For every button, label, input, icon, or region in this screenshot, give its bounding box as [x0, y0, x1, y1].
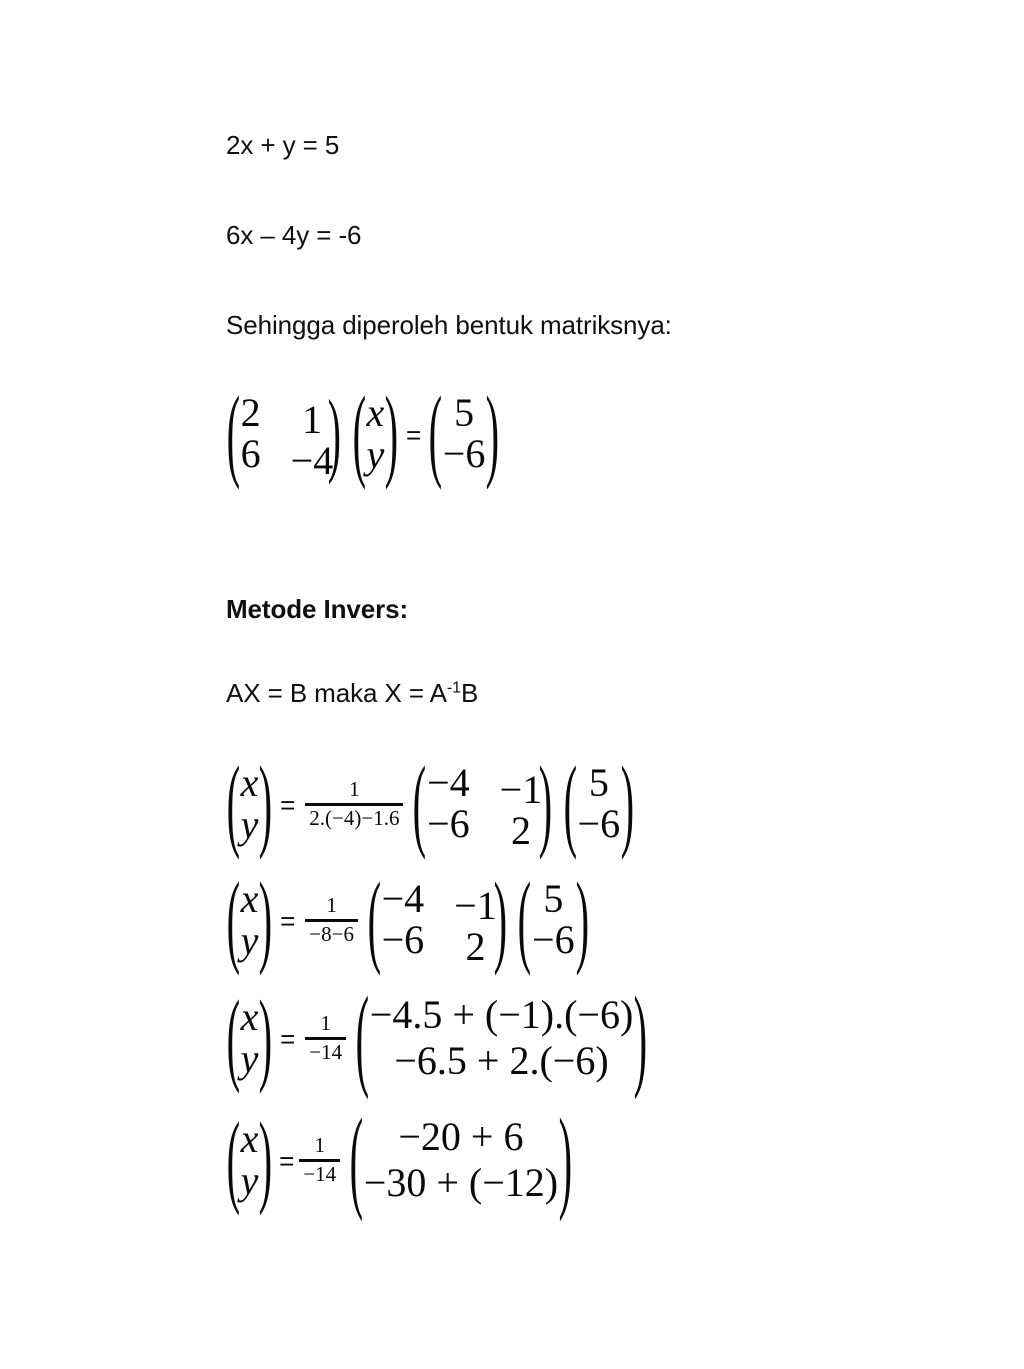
formula-prefix: AX = B maka X = A [226, 678, 447, 708]
open-paren-icon: ( [226, 746, 241, 862]
scalar-fraction [302, 894, 361, 946]
open-paren-icon: ( [226, 376, 241, 492]
constant-vector: 5 −6 [442, 390, 486, 476]
open-paren-icon: ( [413, 746, 427, 862]
open-paren-icon: ( [355, 973, 370, 1102]
spacer [226, 708, 986, 754]
open-paren-icon: ( [352, 376, 366, 492]
close-paren-icon: ) [558, 1095, 573, 1224]
close-paren-icon: ) [259, 1102, 273, 1218]
product-result [370, 992, 634, 1083]
spacer [226, 250, 986, 310]
inverse-step-1 [226, 746, 986, 862]
open-paren-icon: ( [517, 862, 532, 978]
equals-sign: = [280, 905, 296, 936]
fraction-numerator: 1 [349, 776, 360, 801]
open-paren-icon: ( [226, 1102, 241, 1218]
open-paren-icon: ( [563, 746, 577, 862]
scalar-fraction [302, 1012, 349, 1064]
close-paren-icon: ) [493, 862, 507, 978]
inverse-step-3 [226, 973, 986, 1102]
inverse-formula [226, 678, 986, 708]
open-paren-icon: ( [226, 980, 241, 1096]
lhs-vector: x y [240, 1116, 259, 1203]
matrix-column-2: −1 2 [454, 883, 497, 969]
matrix-column-2: −1 2 [499, 767, 543, 853]
close-paren-icon: ) [485, 376, 500, 492]
matrix-form-equation [226, 376, 986, 492]
result-row-2: −6.5 + 2.(−6) [394, 1038, 609, 1083]
matrix-column-1: 2 6 [240, 390, 261, 476]
close-paren-icon: ) [327, 381, 342, 487]
spacer [226, 482, 986, 594]
inverse-step-2 [226, 862, 986, 978]
close-paren-icon: ) [259, 862, 273, 978]
constant-vector: 5 −6 [577, 760, 621, 846]
equals-sign: = [280, 789, 296, 820]
adjugate-matrix [381, 876, 497, 969]
close-paren-icon: ) [259, 980, 273, 1096]
lhs-vector: x y [240, 760, 259, 847]
fraction-denominator: 2.(−4)−1.6 [309, 805, 400, 830]
fraction-denominator: −14 [303, 1161, 337, 1186]
variable-vector: x y [366, 390, 385, 477]
formula-exponent: -1 [446, 678, 461, 697]
scalar-fraction [302, 778, 406, 830]
spacer [226, 624, 986, 678]
fraction-numerator: 1 [320, 1010, 331, 1035]
inverse-step-4 [226, 1095, 986, 1224]
spacer [226, 1090, 986, 1108]
fraction-denominator: −8−6 [309, 921, 354, 946]
spacer [226, 340, 986, 386]
equation-line-1: 2x + y = 5 [226, 130, 340, 160]
product-result [364, 1114, 558, 1205]
equals-sign: = [279, 1145, 295, 1176]
equals-sign: = [280, 1023, 296, 1054]
equation-line-2: 6x – 4y = -6 [226, 220, 362, 250]
constant-vector: 5 −6 [532, 876, 575, 962]
close-paren-icon: ) [384, 376, 399, 492]
close-paren-icon: ) [575, 862, 589, 978]
close-paren-icon: ) [259, 746, 273, 862]
document-body [226, 130, 986, 1224]
result-row-2: −30 + (−12) [363, 1160, 559, 1205]
spacer [226, 854, 986, 870]
fraction-numerator: 1 [326, 892, 337, 917]
open-paren-icon: ( [349, 1095, 364, 1224]
open-paren-icon: ( [367, 862, 382, 978]
close-paren-icon: ) [633, 973, 648, 1102]
result-row-1: −20 + 6 [398, 1114, 524, 1160]
result-row-1: −4.5 + (−1).(−6) [369, 992, 634, 1038]
formula-suffix: B [461, 678, 479, 708]
close-paren-icon: ) [538, 746, 553, 862]
fraction-numerator: 1 [314, 1132, 325, 1157]
intro-text: Sehingga diperoleh bentuk matriksnya: [226, 310, 672, 340]
equals-sign: = [405, 419, 422, 450]
lhs-vector: x y [240, 876, 259, 963]
coefficient-matrix [240, 390, 334, 483]
spacer [226, 160, 986, 220]
open-paren-icon: ( [226, 862, 241, 978]
matrix-column-1: −4 −6 [381, 876, 425, 962]
close-paren-icon: ) [620, 746, 635, 862]
section-heading: Metode Invers: [226, 594, 409, 624]
scalar-fraction [296, 1134, 343, 1186]
lhs-vector: x y [240, 994, 259, 1081]
matrix-column-1: −4 −6 [427, 760, 470, 846]
matrix-column-2: 1 −4 [290, 397, 334, 483]
open-paren-icon: ( [428, 376, 443, 492]
spacer [226, 970, 986, 986]
fraction-denominator: −14 [309, 1039, 343, 1064]
adjugate-matrix [427, 760, 543, 853]
